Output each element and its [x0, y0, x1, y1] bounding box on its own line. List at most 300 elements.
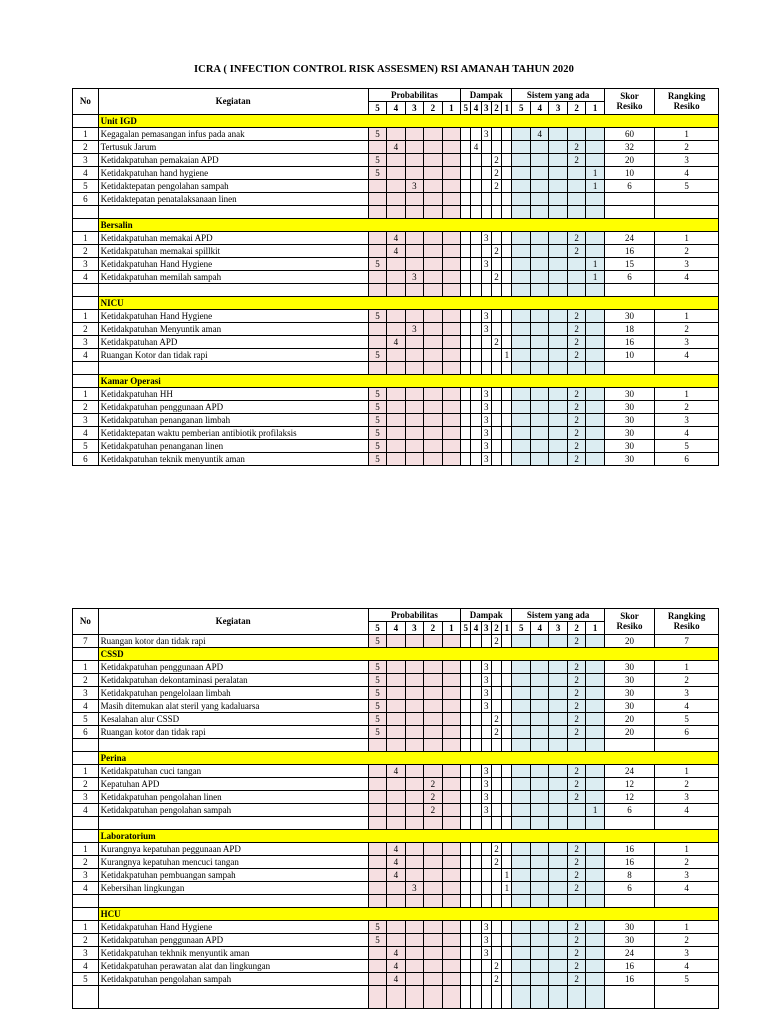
prob-cell — [424, 843, 442, 856]
dampak-cell — [502, 817, 512, 830]
row-no: 3 — [73, 791, 99, 804]
icra-table-2 — [72, 608, 719, 1009]
dampak-cell: 3 — [481, 661, 491, 674]
kegiatan-cell: Ketidakpatuhan perawatan alat dan lingkungan — [98, 960, 368, 973]
dampak-cell — [502, 713, 512, 726]
prob-cell — [424, 921, 442, 934]
prob-cell — [442, 882, 461, 895]
rank-cell: 4 — [655, 167, 719, 180]
prob-cell — [442, 843, 461, 856]
dampak-cell: 3 — [481, 947, 491, 960]
prob-cell — [368, 336, 386, 349]
sistem-cell — [586, 193, 604, 206]
dampak-cell — [461, 258, 471, 271]
dampak-cell — [461, 362, 471, 375]
sistem-cell — [530, 947, 548, 960]
row-no: 4 — [73, 804, 99, 817]
blank-row — [73, 206, 719, 219]
prob-cell — [387, 700, 405, 713]
sistem-cell — [549, 713, 567, 726]
dampak-cell — [502, 661, 512, 674]
table-row — [73, 180, 719, 193]
row-no: 2 — [73, 401, 99, 414]
dampak-cell — [502, 362, 512, 375]
prob-cell: 2 — [424, 804, 442, 817]
prob-cell — [424, 141, 442, 154]
sistem-level: 4 — [530, 622, 548, 635]
sistem-cell: 2 — [567, 882, 585, 895]
row-no: 2 — [73, 141, 99, 154]
prob-cell — [424, 440, 442, 453]
sistem-cell — [567, 193, 585, 206]
sistem-cell — [530, 973, 548, 986]
sistem-cell — [586, 895, 604, 908]
sistem-cell — [530, 440, 548, 453]
prob-cell — [405, 687, 423, 700]
dampak-cell: 2 — [491, 336, 501, 349]
dampak-cell — [502, 700, 512, 713]
prob-cell — [405, 817, 423, 830]
prob-cell: 4 — [387, 856, 405, 869]
prob-cell: 5 — [368, 414, 386, 427]
prob-cell — [424, 245, 442, 258]
sistem-cell — [549, 167, 567, 180]
table-row — [73, 674, 719, 687]
section-label: Bersalin — [98, 219, 718, 232]
prob-cell: 5 — [368, 440, 386, 453]
header-row — [73, 609, 719, 622]
sistem-cell: 1 — [586, 271, 604, 284]
kegiatan-cell: Kurangnya kepatuhan mencuci tangan — [98, 856, 368, 869]
kegiatan-cell: Ketidakpatuhan Hand Hygiene — [98, 921, 368, 934]
prob-cell — [442, 765, 461, 778]
prob-level: 4 — [387, 102, 405, 115]
prob-cell: 5 — [368, 310, 386, 323]
skor-cell: 8 — [604, 869, 654, 882]
dampak-cell — [461, 427, 471, 440]
prob-cell — [368, 986, 386, 1009]
sistem-cell — [512, 947, 530, 960]
dampak-cell: 3 — [481, 427, 491, 440]
rank-cell: 1 — [655, 128, 719, 141]
row-no: 4 — [73, 349, 99, 362]
prob-cell — [442, 388, 461, 401]
sistem-cell — [530, 778, 548, 791]
sistem-cell — [512, 895, 530, 908]
sistem-cell — [549, 674, 567, 687]
sistem-cell — [586, 687, 604, 700]
sistem-cell — [586, 336, 604, 349]
blank-row — [73, 895, 719, 908]
prob-cell — [442, 180, 461, 193]
kegiatan-cell: Ketidakpatuhan dekontaminasi peralatan — [98, 674, 368, 687]
prob-cell — [424, 180, 442, 193]
prob-cell — [387, 323, 405, 336]
sistem-cell — [512, 453, 530, 466]
kegiatan-cell: Kegagalan pemasangan infus pada anak — [98, 128, 368, 141]
sistem-cell: 2 — [567, 791, 585, 804]
prob-cell — [387, 817, 405, 830]
dampak-cell — [471, 726, 481, 739]
dampak-cell: 2 — [491, 154, 501, 167]
prob-cell — [424, 362, 442, 375]
header-dampak: Dampak — [461, 89, 512, 102]
dampak-cell — [491, 895, 501, 908]
row-no: 6 — [73, 453, 99, 466]
prob-cell — [405, 895, 423, 908]
prob-cell — [405, 921, 423, 934]
kegiatan-cell — [98, 362, 368, 375]
dampak-cell — [502, 427, 512, 440]
dampak-cell — [471, 323, 481, 336]
skor-cell: 30 — [604, 661, 654, 674]
section-label: NICU — [98, 297, 718, 310]
dampak-cell — [502, 154, 512, 167]
prob-cell — [387, 687, 405, 700]
kegiatan-cell: Ketidakpatuhan penanganan linen — [98, 440, 368, 453]
prob-cell — [424, 349, 442, 362]
row-no — [73, 908, 99, 921]
skor-cell: 32 — [604, 141, 654, 154]
kegiatan-cell: Ketidakpatuhan pembuangan sampah — [98, 869, 368, 882]
header-dampak: Dampak — [461, 609, 512, 622]
section-label: CSSD — [98, 648, 718, 661]
prob-cell — [442, 895, 461, 908]
rank-cell — [655, 817, 719, 830]
table-row — [73, 661, 719, 674]
sistem-cell — [530, 206, 548, 219]
sistem-cell — [549, 258, 567, 271]
skor-cell: 20 — [604, 635, 654, 648]
table-row — [73, 128, 719, 141]
prob-cell — [387, 713, 405, 726]
dampak-cell — [471, 635, 481, 648]
section-label: HCU — [98, 908, 718, 921]
kegiatan-cell: Ketidakpatuhan memilah sampah — [98, 271, 368, 284]
header-row — [73, 89, 719, 102]
sistem-cell — [586, 869, 604, 882]
section-label: Laboratorium — [98, 830, 718, 843]
dampak-cell: 3 — [481, 778, 491, 791]
dampak-cell — [461, 869, 471, 882]
prob-cell — [405, 414, 423, 427]
sistem-cell — [530, 804, 548, 817]
prob-cell — [442, 167, 461, 180]
prob-cell: 5 — [368, 687, 386, 700]
prob-cell — [387, 388, 405, 401]
row-no — [73, 739, 99, 752]
rank-cell: 4 — [655, 700, 719, 713]
dampak-level: 5 — [461, 622, 471, 635]
prob-cell — [424, 713, 442, 726]
prob-level: 3 — [405, 102, 423, 115]
sistem-cell — [586, 362, 604, 375]
prob-cell — [442, 726, 461, 739]
dampak-cell — [471, 284, 481, 297]
dampak-cell — [481, 856, 491, 869]
sistem-cell: 2 — [567, 921, 585, 934]
sistem-cell — [512, 778, 530, 791]
prob-cell: 5 — [368, 427, 386, 440]
prob-cell — [424, 986, 442, 1009]
prob-cell — [368, 817, 386, 830]
row-no: 2 — [73, 934, 99, 947]
dampak-cell — [502, 635, 512, 648]
sistem-cell — [512, 284, 530, 297]
prob-cell — [424, 453, 442, 466]
dampak-cell — [471, 739, 481, 752]
table-row — [73, 336, 719, 349]
sistem-cell — [549, 856, 567, 869]
dampak-cell — [502, 895, 512, 908]
sistem-cell: 2 — [567, 778, 585, 791]
prob-cell — [405, 401, 423, 414]
blank-row — [73, 284, 719, 297]
kegiatan-cell: Kesalahan alur CSSD — [98, 713, 368, 726]
prob-cell — [442, 271, 461, 284]
prob-level: 1 — [442, 622, 461, 635]
kegiatan-cell: Ketidakpatuhan pemakaian APD — [98, 154, 368, 167]
dampak-cell — [491, 414, 501, 427]
prob-level: 1 — [442, 102, 461, 115]
table-row — [73, 401, 719, 414]
dampak-cell — [471, 804, 481, 817]
header-skor: Skor Resiko — [604, 89, 654, 115]
rank-cell — [655, 739, 719, 752]
prob-cell — [424, 154, 442, 167]
sistem-cell — [567, 271, 585, 284]
prob-cell — [424, 258, 442, 271]
sistem-cell: 2 — [567, 661, 585, 674]
header-skor: Skor Resiko — [604, 609, 654, 635]
sistem-cell: 2 — [567, 700, 585, 713]
skor-cell — [604, 739, 654, 752]
sistem-cell — [512, 765, 530, 778]
prob-cell: 5 — [368, 167, 386, 180]
prob-cell — [424, 700, 442, 713]
prob-cell — [387, 674, 405, 687]
prob-cell: 3 — [405, 323, 423, 336]
rank-cell: 3 — [655, 947, 719, 960]
kegiatan-cell: Kebersihan lingkungan — [98, 882, 368, 895]
table-row — [73, 778, 719, 791]
sistem-level: 5 — [512, 622, 530, 635]
dampak-cell: 2 — [491, 960, 501, 973]
prob-cell — [387, 934, 405, 947]
table-row — [73, 973, 719, 986]
dampak-level: 4 — [471, 102, 481, 115]
dampak-cell — [461, 141, 471, 154]
dampak-cell: 3 — [481, 401, 491, 414]
sistem-cell — [549, 843, 567, 856]
rank-cell: 1 — [655, 661, 719, 674]
dampak-cell — [461, 245, 471, 258]
prob-cell — [368, 141, 386, 154]
sistem-cell — [549, 336, 567, 349]
sistem-cell — [530, 661, 548, 674]
sistem-cell — [549, 154, 567, 167]
prob-cell — [405, 635, 423, 648]
sistem-cell — [530, 739, 548, 752]
prob-cell — [387, 258, 405, 271]
sistem-cell — [530, 167, 548, 180]
sistem-cell: 1 — [586, 180, 604, 193]
sistem-cell — [586, 245, 604, 258]
row-no: 5 — [73, 440, 99, 453]
skor-cell: 12 — [604, 791, 654, 804]
dampak-cell: 3 — [481, 934, 491, 947]
sistem-cell — [512, 635, 530, 648]
dampak-cell — [461, 674, 471, 687]
prob-cell — [442, 401, 461, 414]
sistem-cell — [567, 986, 585, 1009]
sistem-cell — [549, 453, 567, 466]
rank-cell: 3 — [655, 258, 719, 271]
sistem-cell — [549, 180, 567, 193]
prob-cell — [368, 778, 386, 791]
dampak-cell — [491, 778, 501, 791]
sistem-cell — [530, 180, 548, 193]
dampak-cell — [471, 206, 481, 219]
sistem-cell — [549, 128, 567, 141]
dampak-cell — [502, 674, 512, 687]
rank-cell: 2 — [655, 778, 719, 791]
sistem-cell — [512, 193, 530, 206]
dampak-cell — [502, 336, 512, 349]
rank-cell: 3 — [655, 336, 719, 349]
prob-cell — [387, 167, 405, 180]
dampak-cell — [491, 323, 501, 336]
skor-cell: 16 — [604, 960, 654, 973]
skor-cell: 60 — [604, 128, 654, 141]
sistem-cell — [530, 700, 548, 713]
sistem-cell: 2 — [567, 245, 585, 258]
prob-cell: 3 — [405, 882, 423, 895]
prob-cell — [442, 245, 461, 258]
prob-level: 2 — [424, 622, 442, 635]
dampak-cell — [471, 674, 481, 687]
row-no: 1 — [73, 128, 99, 141]
dampak-cell — [461, 206, 471, 219]
sistem-cell — [549, 245, 567, 258]
sistem-cell — [549, 804, 567, 817]
sistem-cell — [512, 882, 530, 895]
sistem-cell — [586, 206, 604, 219]
sistem-cell — [549, 817, 567, 830]
row-no: 3 — [73, 336, 99, 349]
sistem-level: 1 — [586, 102, 604, 115]
sistem-cell — [512, 921, 530, 934]
rank-cell: 1 — [655, 843, 719, 856]
dampak-cell — [491, 687, 501, 700]
row-no: 5 — [73, 180, 99, 193]
table-row — [73, 141, 719, 154]
prob-cell — [442, 414, 461, 427]
prob-cell — [442, 960, 461, 973]
prob-cell — [405, 791, 423, 804]
sistem-cell — [530, 414, 548, 427]
kegiatan-cell: Kepatuhan APD — [98, 778, 368, 791]
dampak-cell — [461, 960, 471, 973]
sistem-cell — [530, 349, 548, 362]
sistem-cell — [549, 362, 567, 375]
sistem-cell — [512, 739, 530, 752]
dampak-cell — [471, 388, 481, 401]
skor-cell: 24 — [604, 947, 654, 960]
prob-cell — [405, 960, 423, 973]
sistem-cell — [530, 726, 548, 739]
prob-cell — [442, 154, 461, 167]
dampak-cell: 3 — [481, 804, 491, 817]
skor-cell — [604, 895, 654, 908]
prob-cell — [368, 180, 386, 193]
table-row — [73, 271, 719, 284]
dampak-level: 2 — [491, 102, 501, 115]
prob-cell — [405, 973, 423, 986]
prob-cell — [424, 167, 442, 180]
kegiatan-cell: Ketidakpatuhan pengolahan sampah — [98, 804, 368, 817]
section-row — [73, 648, 719, 661]
row-no: 3 — [73, 258, 99, 271]
prob-cell — [368, 362, 386, 375]
prob-cell — [442, 206, 461, 219]
dampak-cell — [481, 960, 491, 973]
dampak-cell: 3 — [481, 921, 491, 934]
prob-cell — [368, 973, 386, 986]
dampak-cell — [461, 778, 471, 791]
table-row — [73, 323, 719, 336]
sistem-cell — [549, 791, 567, 804]
sistem-cell — [512, 154, 530, 167]
sistem-cell — [586, 765, 604, 778]
prob-cell — [424, 934, 442, 947]
dampak-cell — [491, 869, 501, 882]
sistem-cell — [512, 713, 530, 726]
sistem-cell — [586, 401, 604, 414]
table-row — [73, 414, 719, 427]
dampak-cell: 3 — [481, 388, 491, 401]
table-body — [73, 635, 719, 1009]
sistem-cell — [549, 388, 567, 401]
sistem-cell: 2 — [567, 726, 585, 739]
kegiatan-cell: Ketidakpatuhan HH — [98, 388, 368, 401]
sistem-cell: 1 — [586, 258, 604, 271]
skor-cell — [604, 284, 654, 297]
dampak-cell — [461, 232, 471, 245]
prob-cell: 4 — [387, 843, 405, 856]
skor-cell: 6 — [604, 882, 654, 895]
prob-cell — [405, 661, 423, 674]
dampak-cell — [491, 232, 501, 245]
row-no: 2 — [73, 245, 99, 258]
rank-cell — [655, 284, 719, 297]
rank-cell: 3 — [655, 869, 719, 882]
prob-level: 5 — [368, 622, 386, 635]
dampak-cell — [461, 856, 471, 869]
dampak-level: 4 — [471, 622, 481, 635]
dampak-cell — [471, 986, 481, 1009]
section-row — [73, 297, 719, 310]
dampak-cell — [491, 427, 501, 440]
prob-cell — [442, 258, 461, 271]
skor-cell: 30 — [604, 310, 654, 323]
sistem-cell — [567, 817, 585, 830]
prob-cell — [405, 128, 423, 141]
dampak-cell — [502, 778, 512, 791]
prob-cell — [405, 765, 423, 778]
dampak-cell: 2 — [491, 973, 501, 986]
sistem-cell: 2 — [567, 947, 585, 960]
